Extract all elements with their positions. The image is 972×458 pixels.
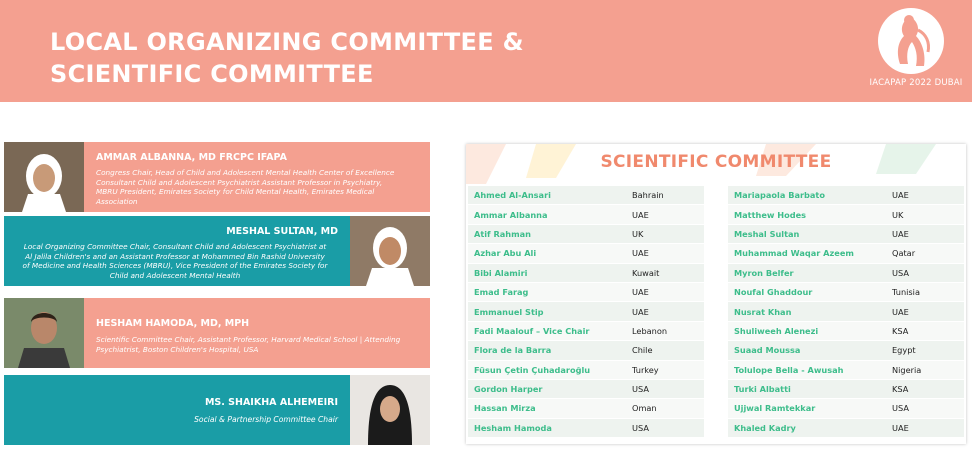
member-name: Turki Albatti (734, 384, 791, 395)
page-title-line-1: LOCAL ORGANIZING COMMITTEE & (50, 28, 524, 56)
logo-emblem-icon (878, 8, 944, 74)
profile-card-meshal-sultan (4, 216, 430, 286)
table-row (728, 361, 964, 380)
member-country: UAE (632, 209, 649, 220)
member-country: USA (892, 267, 909, 278)
table-row (468, 186, 704, 205)
member-country: Bahrain (632, 190, 664, 201)
member-name: Fadi Maalouf – Vice Chair (474, 325, 590, 336)
member-country: Kuwait (632, 267, 660, 278)
table-row (728, 419, 964, 438)
table-row (728, 186, 964, 205)
profile-name: HESHAM HAMODA, MD, MPH (96, 318, 250, 329)
member-name: Hassan Mirza (474, 403, 536, 414)
profile-description-line: Association (96, 196, 138, 206)
page-title-line-2: SCIENTIFIC COMMITTEE (50, 60, 374, 88)
member-name: Tolulope Bella - Awusah (734, 364, 844, 375)
member-name: Suaad Moussa (734, 345, 801, 356)
member-country: KSA (892, 384, 909, 395)
committee-table-left (468, 186, 704, 438)
member-name: Bibi Alamiri (474, 267, 528, 278)
member-name: Ammar Albanna (474, 209, 548, 220)
profile-card-ammar-albanna (4, 142, 430, 212)
iacapap-logo (868, 6, 964, 96)
table-row (728, 399, 964, 418)
member-country: UAE (632, 306, 649, 317)
member-country: Oman (632, 403, 657, 414)
profile-description-line: Congress Chair, Head of Child and Adolescent Mental Health Center of Excellence (96, 168, 395, 177)
header-banner (0, 0, 972, 102)
profile-photo (350, 216, 430, 286)
profile-card-shaikha-alhemeiri (4, 375, 430, 445)
profile-description-line: of Medicine and Health Sciences (MBRU), Vice President of the Emirates Society for (22, 261, 328, 270)
member-country: USA (892, 403, 909, 414)
table-row (468, 419, 704, 438)
table-row (728, 283, 964, 302)
member-country: Chile (632, 345, 653, 356)
profile-description-line: Psychiatrist, Boston Children's Hospital, USA (96, 344, 259, 354)
table-row (728, 380, 964, 399)
profile-photo (350, 375, 430, 445)
profile-card-hesham-hamoda (4, 298, 430, 368)
table-row (468, 264, 704, 283)
member-country: USA (632, 384, 649, 395)
member-name: Shuliweeh Alenezi (734, 325, 819, 336)
member-name: Atif Rahman (474, 228, 532, 239)
profile-photo (4, 298, 84, 368)
table-row (728, 205, 964, 224)
logo-text: IACAPAP 2022 DUBAI (869, 78, 963, 88)
member-name: Meshal Sultan (734, 228, 800, 239)
table-row (468, 225, 704, 244)
member-country: KSA (892, 325, 909, 336)
member-country: Tunisia (892, 287, 920, 298)
table-row (468, 205, 704, 224)
member-name: Gordon Harper (474, 384, 543, 395)
member-country: Egypt (892, 345, 916, 356)
profile-description-line: Local Organizing Committee Chair, Consultant Child and Adolescent Psychiatrist at (23, 242, 327, 251)
member-country: Qatar (892, 248, 916, 259)
member-country: Lebanon (632, 325, 668, 336)
member-country: Turkey (632, 364, 659, 375)
member-country: UAE (632, 287, 649, 298)
profile-photo (4, 142, 84, 212)
member-name: Hesham Hamoda (474, 422, 552, 433)
profile-description-line: MBRU President, Emirates Society for Child Mental Health, Emirates Medical (96, 187, 375, 196)
member-name: Emad Farag (474, 287, 529, 298)
table-row (728, 244, 964, 263)
member-country: UAE (632, 248, 649, 259)
profile-description (96, 335, 422, 354)
profile-description-line: Scientific Committee Chair, Assistant Professor, Harvard Medical School | Attending (96, 335, 401, 344)
table-row (468, 302, 704, 321)
member-country: USA (632, 422, 649, 433)
scientific-committee-title: SCIENTIFIC COMMITTEE (600, 152, 832, 172)
member-name: Ujjwal Ramtekkar (734, 403, 816, 414)
profile-description-line: Child and Adolescent Mental Health (109, 270, 241, 280)
scientific-committee-panel (466, 144, 966, 444)
member-name: Noufal Ghaddour (734, 287, 813, 298)
member-name: Muhammad Waqar Azeem (734, 248, 854, 259)
member-name: Mariapaola Barbato (734, 190, 825, 201)
table-row (468, 341, 704, 360)
table-row (468, 380, 704, 399)
member-name: Flora de la Barra (474, 345, 552, 356)
table-row (728, 225, 964, 244)
table-row (468, 283, 704, 302)
table-row (468, 322, 704, 341)
committee-table-right (728, 186, 964, 438)
table-row (728, 341, 964, 360)
member-country: UAE (892, 422, 909, 433)
member-country: Nigeria (892, 364, 922, 375)
table-row (728, 264, 964, 283)
table-row (468, 399, 704, 418)
table-row (468, 361, 704, 380)
member-name: Matthew Hodes (734, 209, 807, 220)
profile-name: AMMAR ALBANNA, MD FRCPC IFAPA (96, 152, 287, 163)
member-name: Ahmed Al-Ansari (474, 190, 551, 201)
member-name: Nusrat Khan (734, 306, 792, 317)
profile-name: MESHAL SULTAN, MD (226, 226, 338, 237)
profile-description (12, 242, 338, 280)
member-name: Azhar Abu Ali (474, 248, 537, 259)
profile-description-line: Consultant Child and Adolescent Psychiatrist Assistant Professor in Psychiatry, (96, 177, 383, 187)
member-country: UK (632, 228, 644, 239)
member-country: UAE (892, 228, 909, 239)
page-title (50, 26, 524, 90)
profile-description-line: Social & Partnership Committee Chair (194, 415, 338, 424)
table-row (728, 322, 964, 341)
profile-name: MS. SHAIKHA ALHEMEIRI (204, 397, 338, 408)
profile-description (96, 168, 422, 206)
member-country: UAE (892, 190, 909, 201)
table-row (728, 302, 964, 321)
profile-description (194, 415, 338, 425)
member-name: Myron Belfer (734, 267, 794, 278)
member-name: Füsun Çetin Çuhadaroğlu (474, 364, 591, 375)
member-name: Khaled Kadry (734, 422, 796, 433)
member-country: UK (892, 209, 904, 220)
member-country: UAE (892, 306, 909, 317)
table-row (468, 244, 704, 263)
member-name: Emmanuel Stip (474, 306, 544, 317)
profile-description-line: Al Jalila Children's and an Assistant Professor at Mohammed Bin Rashid University (25, 251, 325, 261)
